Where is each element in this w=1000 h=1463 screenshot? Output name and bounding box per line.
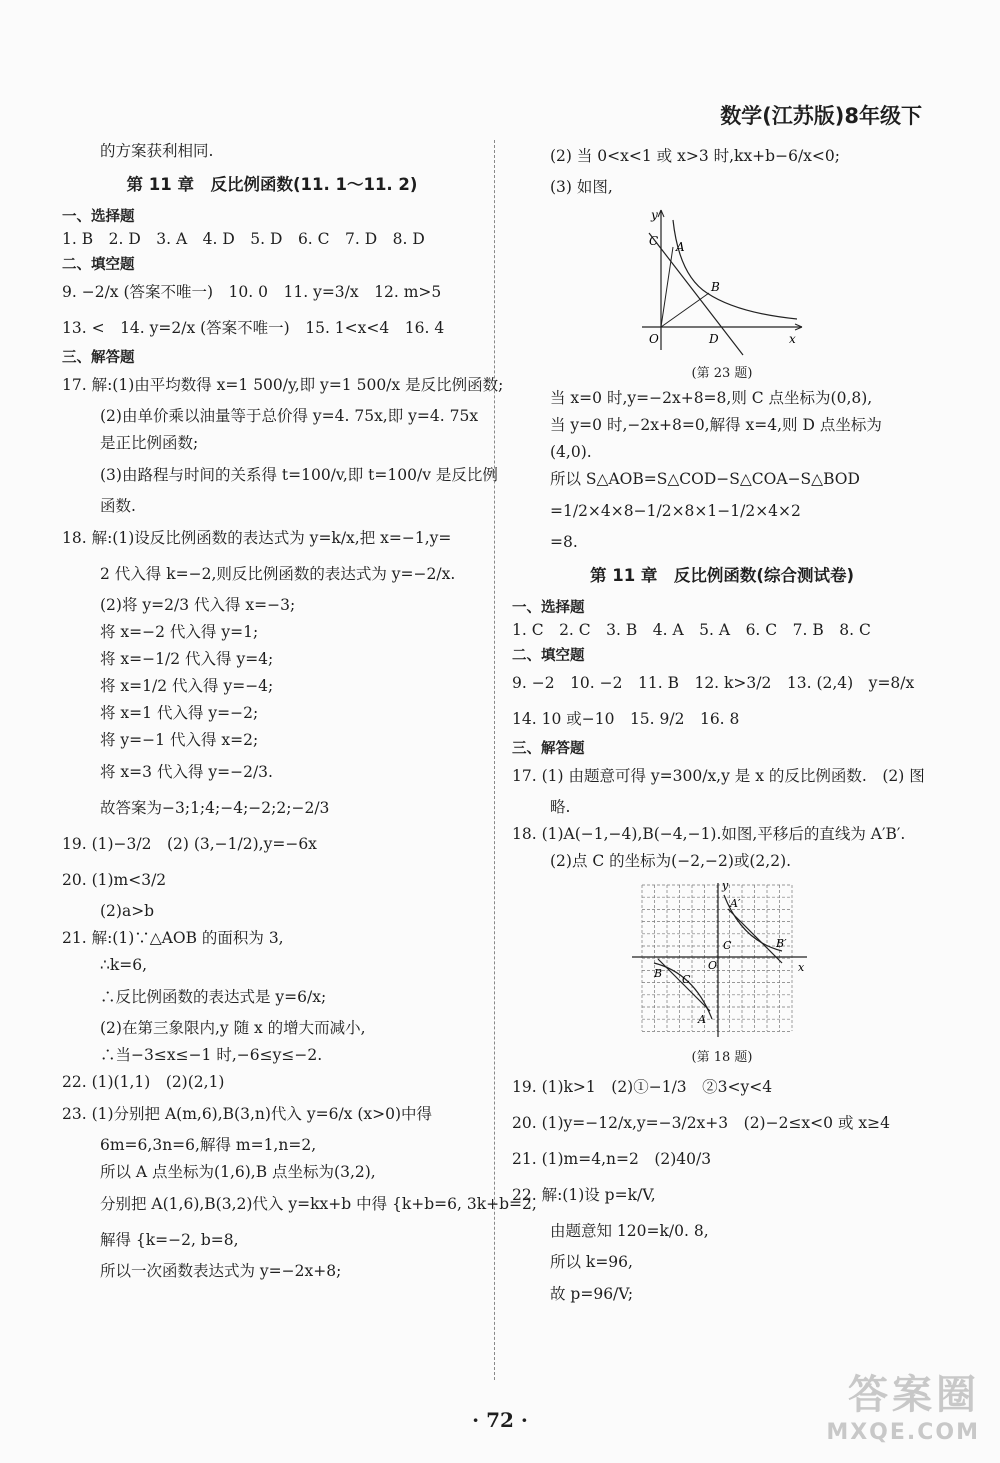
text-line: (3)由路程与时间的关系得 t=100/v,即 t=100/v 是反比例	[100, 466, 498, 484]
fig23-origin-label: O	[649, 332, 659, 346]
right-middle-block	[512, 385, 932, 875]
text-line: 是正比例函数;	[100, 434, 199, 452]
text-line: 17. (1) 由题意可得 y=300/x,y 是 x 的反比例函数. (2) 图	[512, 767, 925, 785]
text-line: 21. (1)m=4,n=2 (2)40/3	[512, 1150, 712, 1168]
fig18-a-prime-label: A′	[730, 897, 741, 910]
fig23-a-label: A	[676, 240, 685, 254]
text-line: 将 x=3 代入得 y=−2/3.	[100, 763, 273, 781]
text-line: 分别把 A(1,6),B(3,2)代入 y=kx+b 中得 {k+b=6, 3k+b=2,	[100, 1195, 537, 1213]
section-heading: 三、解答题	[62, 350, 135, 366]
fig23-c-label: C	[649, 234, 659, 248]
watermark-url: MXQE.COM	[826, 1420, 980, 1445]
text-line: (4,0).	[550, 443, 592, 461]
section-heading: 二、填空题	[62, 257, 135, 273]
text-line: 1. C 2. C 3. B 4. A 5. A 6. C 7. B 8. C	[512, 621, 871, 639]
text-line: 当 x=0 时,y=−2x+8=8,则 C 点坐标为(0,8),	[550, 389, 873, 407]
text-line: =8.	[550, 533, 578, 551]
text-line: 的方案获利相同.	[100, 142, 214, 160]
fig18-x-label: x	[798, 961, 805, 974]
text-line: 将 y=−1 代入得 x=2;	[100, 731, 259, 749]
text-line: 6m=6,3n=6,解得 m=1,n=2,	[100, 1136, 317, 1154]
text-line: 故 p=96/V;	[550, 1285, 634, 1303]
text-line: (2)在第三象限内,y 随 x 的增大而减小,	[100, 1019, 366, 1037]
text-line: 22. 解:(1)设 p=k/V,	[512, 1186, 656, 1204]
text-line: 13. < 14. y=2/x (答案不唯一) 15. 1<x<4 16. 4	[62, 319, 445, 337]
page-number: · 72 ·	[472, 1408, 528, 1432]
figure-23-graph	[637, 205, 807, 355]
text-line: 函数.	[100, 497, 136, 515]
text-line: 22. (1)(1,1) (2)(2,1)	[62, 1073, 225, 1091]
figure-23-caption: (第 23 题)	[691, 366, 753, 381]
watermark	[826, 1363, 980, 1445]
watermark-text: 答案圈	[848, 1372, 980, 1418]
fig23-b-label: B	[711, 280, 720, 294]
text-line: (2)由单价乘以油量等于总价得 y=4. 75x,即 y=4. 75x	[100, 407, 479, 425]
text-line: 略.	[550, 798, 571, 816]
fig23-x-label: x	[789, 332, 796, 346]
text-line: 由题意知 120=k/0. 8,	[550, 1222, 709, 1240]
figure-18-graph	[632, 879, 812, 1039]
text-line: 将 x=−2 代入得 y=1;	[100, 623, 259, 641]
chapter-title: 第 11 章 反比例函数(综合测试卷)	[589, 566, 855, 585]
text-line: 19. (1)k>1 (2)①−1/3 ②3<y<4	[512, 1078, 773, 1096]
text-line: 所以一次函数表达式为 y=−2x+8;	[100, 1262, 342, 1280]
text-line: 所以 k=96,	[550, 1253, 633, 1271]
fig18-b-label: B	[654, 967, 663, 980]
text-line: ∴k=6,	[100, 956, 148, 974]
left-column	[62, 138, 537, 1285]
text-line: 将 x=1 代入得 y=−2;	[100, 704, 259, 722]
fig18-origin-label: O	[708, 959, 718, 972]
text-line: 19. (1)−3/2 (2) (3,−1/2),y=−6x	[62, 835, 317, 853]
text-line: 9. −2 10. −2 11. B 12. k>3/2 13. (2,4) y=8/x	[512, 674, 915, 692]
text-line: (2)将 y=2/3 代入得 x=−3;	[100, 596, 296, 614]
right-bottom-block	[512, 1069, 932, 1312]
text-line: (3) 如图,	[550, 178, 613, 196]
fig18-c-upper-label: C	[723, 939, 732, 952]
figure-23	[512, 201, 932, 363]
chapter-title: 第 11 章 反比例函数(11. 1～11. 2)	[126, 175, 418, 194]
text-line: 所以 A 点坐标为(1,6),B 点坐标为(3,2),	[100, 1163, 376, 1181]
fig18-y-label: y	[722, 879, 729, 892]
text-line: 1. B 2. D 3. A 4. D 5. D 6. C 7. D 8. D	[62, 230, 425, 248]
figure-18	[512, 875, 932, 1047]
text-line: 当 y=0 时,−2x+8=0,解得 x=4,则 D 点坐标为	[550, 416, 882, 434]
text-line: 18. (1)A(−1,−4),B(−4,−1).如图,平移后的直线为 A′B′.	[512, 825, 906, 843]
fig18-c-lower-label: C	[682, 973, 691, 986]
text-line: 所以 S△AOB=S△COD−S△COA−S△BOD	[550, 470, 860, 488]
text-line: ∴当−3≤x≤−1 时,−6≤y≤−2.	[100, 1046, 323, 1064]
section-heading: 一、选择题	[512, 600, 585, 616]
text-line: 2 代入得 k=−2,则反比例函数的表达式为 y=−2/x.	[100, 565, 456, 583]
text-line: ∴反比例函数的表达式是 y=6/x;	[100, 988, 327, 1006]
text-line: 20. (1)m<3/2	[62, 871, 167, 889]
fig18-a-label: A	[698, 1013, 706, 1026]
right-column	[512, 138, 932, 1312]
section-heading: 一、选择题	[62, 209, 135, 225]
section-heading: 三、解答题	[512, 741, 585, 757]
right-top-block	[512, 138, 932, 201]
text-line: 21. 解:(1)∵△AOB 的面积为 3,	[62, 929, 284, 947]
text-line: =1/2×4×8−1/2×8×1−1/2×4×2	[550, 502, 801, 520]
text-line: (2)点 C 的坐标为(−2,−2)或(2,2).	[550, 852, 792, 870]
fig18-b-prime-label: B′	[776, 937, 787, 950]
text-line: (2)a>b	[100, 902, 155, 920]
text-line: 9. −2/x (答案不唯一) 10. 0 11. y=3/x 12. m>5	[62, 283, 442, 301]
text-line: 23. (1)分别把 A(m,6),B(3,n)代入 y=6/x (x>0)中得	[62, 1105, 433, 1123]
text-line: 14. 10 或−10 15. 9/2 16. 8	[512, 710, 740, 728]
text-line: 18. 解:(1)设反比例函数的表达式为 y=k/x,把 x=−1,y=	[62, 529, 452, 547]
text-line: 20. (1)y=−12/x,y=−3/2x+3 (2)−2≤x<0 或 x≥4	[512, 1114, 890, 1132]
page-header: 数学(江苏版)8年级下	[720, 104, 922, 128]
text-line: 将 x=1/2 代入得 y=−4;	[100, 677, 274, 695]
text-line: (2) 当 0<x<1 或 x>3 时,kx+b−6/x<0;	[550, 147, 840, 165]
fig23-y-label: y	[651, 208, 658, 222]
text-line: 17. 解:(1)由平均数得 x=1 500/y,即 y=1 500/x 是反比例函数;	[62, 376, 504, 394]
text-line: 解得 {k=−2, b=8,	[100, 1231, 239, 1249]
text-line: 故答案为−3;1;4;−4;−2;2;−2/3	[100, 799, 330, 817]
fig23-d-label: D	[709, 332, 719, 346]
section-heading: 二、填空题	[512, 648, 585, 664]
text-line: 将 x=−1/2 代入得 y=4;	[100, 650, 274, 668]
figure-18-caption: (第 18 题)	[691, 1050, 753, 1065]
